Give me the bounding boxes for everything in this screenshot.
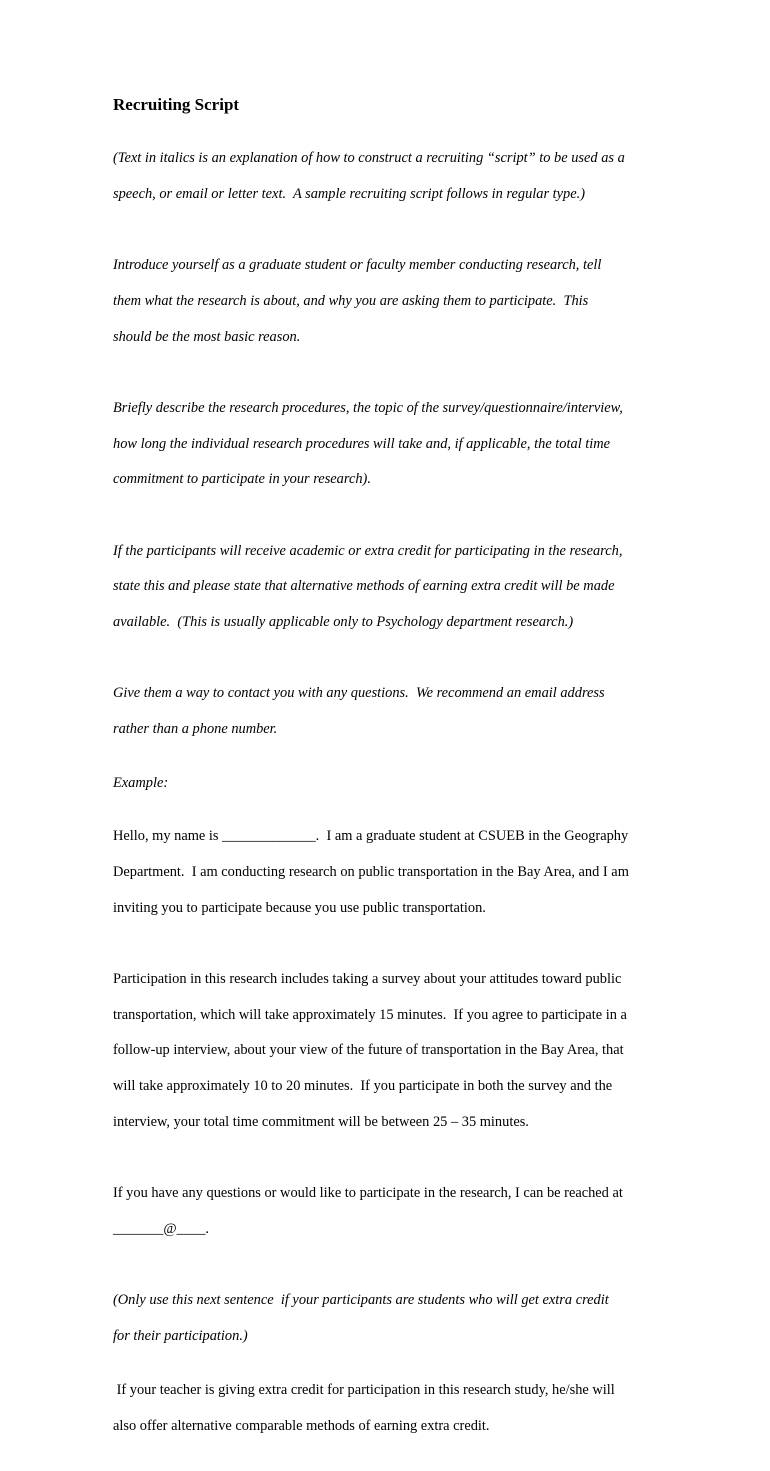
instruction-procedures	[113, 382, 669, 507]
instruction-line: them what the research is about, and why you are asking them to participate. This	[113, 292, 589, 309]
instruction-introduce	[113, 239, 669, 364]
example-line: _______@____.	[113, 1221, 209, 1238]
example-line: inviting you to participate because you use public transportation.	[113, 899, 486, 916]
extra-credit-line: If your teacher is giving extra credit for participation in this research study, he/she will	[113, 1381, 615, 1398]
instruction-line: If the participants will receive academic or extra credit for participating in the research,	[113, 542, 623, 559]
example-line: If you have any questions or would like to participate in the research, I can be reached at	[113, 1185, 623, 1202]
example-participation	[113, 953, 669, 1150]
instruction-line: rather than a phone number.	[113, 721, 278, 738]
example-greeting	[113, 810, 669, 935]
instruction-line: Give them a way to contact you with any questions. We recommend an email address	[113, 685, 605, 702]
document-page	[113, 94, 669, 1471]
example-label: Example:	[113, 774, 169, 791]
instruction-line: Introduce yourself as a graduate student or faculty member conducting research, tell	[113, 256, 602, 273]
example-line: transportation, which will take approximately 15 minutes. If you agree to participate in a	[113, 1006, 627, 1023]
intro-paragraph	[113, 132, 669, 222]
example-contact	[113, 1167, 669, 1257]
instruction-line: should be the most basic reason.	[113, 328, 301, 345]
instruction-contact	[113, 668, 669, 758]
example-line: follow-up interview, about your view of the future of transportation in the Bay Area, that	[113, 1042, 624, 1059]
example-line: interview, your total time commitment will be between 25 – 35 minutes.	[113, 1114, 529, 1130]
document-title: Recruiting Script	[113, 95, 240, 114]
instruction-line: commitment to participate in your research).	[113, 471, 371, 488]
instruction-line: available. (This is usually applicable only to Psychology department research.)	[113, 614, 574, 631]
intro-line: (Text in italics is an explanation of how to construct a recruiting “script” to be used as a	[113, 149, 625, 166]
instruction-line: how long the individual research procedures will take and, if applicable, the total time	[113, 435, 611, 452]
example-line: will take approximately 10 to 20 minutes. If you participate in both the survey and the	[113, 1078, 613, 1095]
extra-credit-note	[113, 1274, 669, 1364]
note-line: (Only use this next sentence if your participants are students who will get extra credit	[113, 1292, 609, 1309]
example-line: Hello, my name is _____________. I am a graduate student at CSUEB in the Geography	[113, 827, 629, 844]
instruction-extra-credit	[113, 525, 669, 650]
extra-credit-line: also offer alternative comparable methods of earning extra credit.	[113, 1417, 490, 1434]
example-line: Participation in this research includes taking a survey about your attitudes toward public	[113, 970, 622, 987]
instruction-line: Briefly describe the research procedures, the topic of the survey/questionnaire/interview,	[113, 399, 623, 416]
note-line: for their participation.)	[113, 1328, 248, 1345]
intro-line: speech, or email or letter text. A sample recruiting script follows in regular type.)	[113, 185, 586, 202]
example-line: Department. I am conducting research on public transportation in the Bay Area, and I am	[113, 863, 629, 880]
extra-credit-text	[113, 1364, 669, 1454]
instruction-line: state this and please state that alternative methods of earning extra credit will be made	[113, 578, 615, 595]
